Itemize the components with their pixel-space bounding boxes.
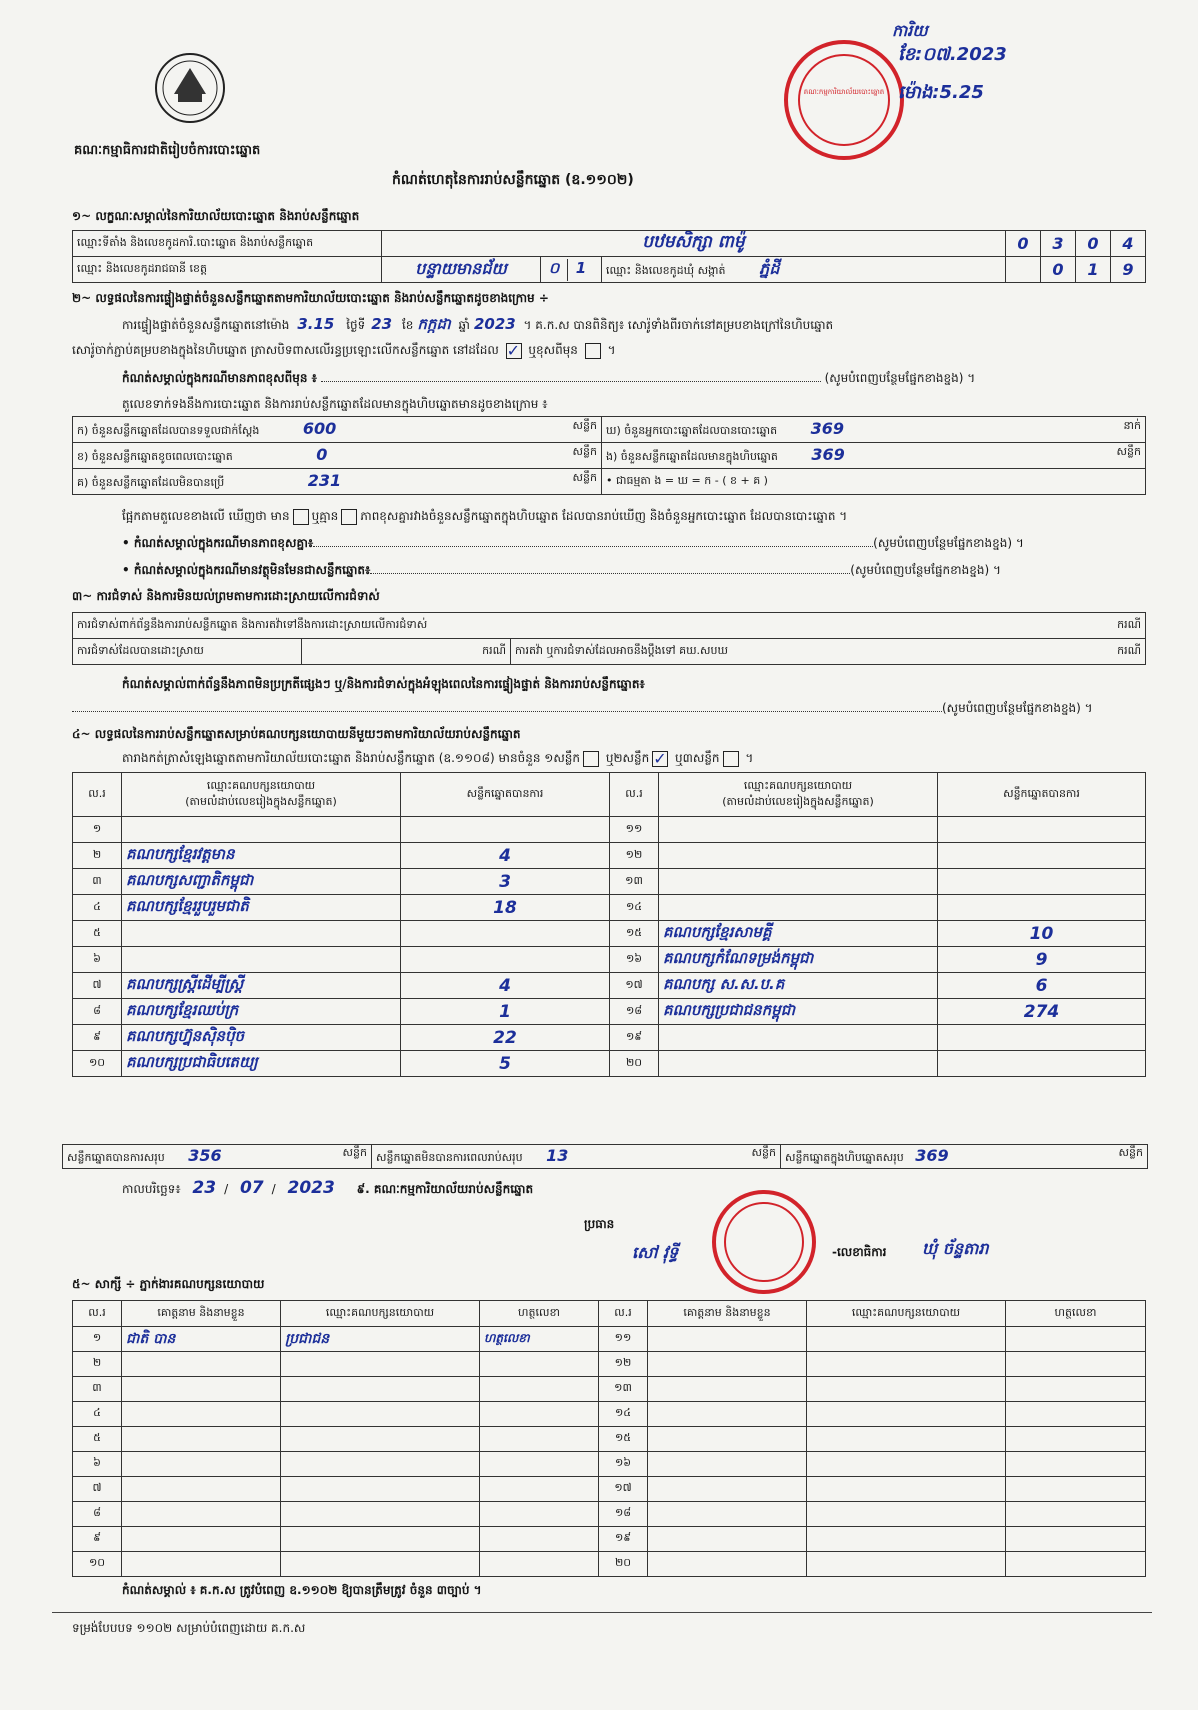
witness-signature: [480, 1502, 599, 1527]
row-number: ១៥: [599, 1427, 648, 1452]
vote-count: 3: [401, 869, 610, 895]
witness-party: [807, 1377, 1006, 1402]
witness-signature: [480, 1352, 599, 1377]
different-checkbox[interactable]: [585, 343, 601, 359]
vote-count: [401, 947, 610, 973]
chair-name: សៅ វុទ្ធី: [632, 1243, 679, 1262]
row-number: ១៥: [610, 921, 659, 947]
chair-label: ប្រធាន: [584, 1217, 615, 1231]
same-checkbox[interactable]: ✓: [506, 340, 520, 360]
witness-signature: [480, 1427, 599, 1452]
handwritten-date: ខែ:០៧.2023: [898, 44, 1007, 65]
row-number: ៦: [73, 947, 122, 973]
witness-signature: [480, 1452, 599, 1477]
three-sheet-checkbox[interactable]: [723, 751, 739, 767]
witness-name: [122, 1427, 281, 1452]
party-name: គណបក្ស ស.ស.ប.គ: [659, 973, 938, 999]
table-row: [73, 1051, 1146, 1077]
row-number: ៣: [73, 869, 122, 895]
row-number: ១៨: [599, 1502, 648, 1527]
row-number: ១៤: [599, 1402, 648, 1427]
difference-bullet: • កំណត់សម្គាល់ក្នុងករណីមានភាពខុសគ្នា៖ (សូមបំពេញបន្ថែមផ្នែកខាងខ្នង) ។: [122, 536, 1024, 550]
totals-table: សន្លឹកឆ្នោតបានការសរុប 356 សន្លឹក សន្លឹកឆ្នោតមិនបានការពេលរាប់សរុប 13 សន្លឹក សន្លឹកឆ្នោតក្នុងហិបឆ្នោតសរុប 369 សន្លឹក: [62, 1144, 1148, 1169]
witness-name: [122, 1452, 281, 1477]
emblem-logo: [152, 50, 228, 126]
witness-party: [807, 1327, 1006, 1352]
table-row: [73, 1327, 1146, 1352]
footer-divider: [52, 1612, 1152, 1613]
table-row: [73, 817, 1146, 843]
vote-count: 22: [401, 1025, 610, 1051]
two-sheet-checkbox[interactable]: ✓: [653, 748, 667, 768]
row-number: ២: [73, 1352, 122, 1377]
witness-party: [281, 1352, 480, 1377]
row-number: ៦: [73, 1452, 122, 1477]
party-name: គណបក្សកំណែទម្រង់កម្ពុជា: [659, 947, 938, 973]
witness-party: [807, 1352, 1006, 1377]
witness-name: [648, 1427, 807, 1452]
table-row: [73, 1427, 1146, 1452]
vote-count: [401, 817, 610, 843]
witness-party: [281, 1377, 480, 1402]
row-number: ៧: [73, 973, 122, 999]
total-ballot-box: 369: [915, 1146, 949, 1165]
section2-heading: ២~ លទ្ធផលនៃការផ្ទៀងផ្ទាត់ចំនួនសន្លឹកឆ្នោតតាមការិយាល័យបោះឆ្នោត និងរាប់សន្លឹកឆ្នោតដូចខាងក្រោម ÷: [72, 291, 549, 305]
total-invalid-votes: 13: [546, 1146, 569, 1165]
row-number: ២០: [610, 1051, 659, 1077]
witness-name: [122, 1552, 281, 1577]
numbers-intro: តួលេខទាក់ទងនឹងការបោះឆ្នោត និងការរាប់សន្លឹកឆ្នោតដែលមានក្នុងហិបឆ្នោតមានដូចខាងក្រោម ៖: [122, 397, 548, 411]
table-row: [73, 973, 1146, 999]
witness-party: [807, 1502, 1006, 1527]
party-name: គណបក្សខ្មែររួបរួមជាតិ: [122, 895, 401, 921]
vote-count: 18: [401, 895, 610, 921]
row-number: ៥: [73, 1427, 122, 1452]
witness-party: [807, 1427, 1006, 1452]
section1-heading: ១~ លក្ខណៈសម្គាល់នៃការិយាល័យបោះឆ្នោត និងរាប់សន្លឹកឆ្នោត: [72, 209, 360, 223]
witness-signature: [1006, 1452, 1146, 1477]
table-row: [73, 1527, 1146, 1552]
witness-party: [281, 1527, 480, 1552]
section3-heading: ៣~ ការជំទាស់ និងការមិនយល់ព្រមតាមការដោះស្រាយលើការជំទាស់: [72, 589, 380, 603]
party-name: [659, 895, 938, 921]
table-row: [73, 1402, 1146, 1427]
row-number: ១៣: [610, 869, 659, 895]
vote-count: 10: [938, 921, 1146, 947]
vote-count: [938, 1025, 1146, 1051]
witness-party: [807, 1452, 1006, 1477]
witness-signature: [480, 1527, 599, 1552]
row-number: ១២: [610, 843, 659, 869]
secretary-name: ឃុំ ច័ន្ទតារា: [922, 1239, 989, 1258]
handwritten-note: ការិយ: [892, 21, 928, 40]
row-number: ១០: [73, 1552, 122, 1577]
party-name: [122, 947, 401, 973]
table-row: [73, 1452, 1146, 1477]
row-number: ៩: [73, 1025, 122, 1051]
row-number: ២០: [599, 1552, 648, 1577]
province-value: បន្ទាយមានជ័យ: [382, 257, 541, 283]
party-name: គណបក្សខ្មែរសាមគ្គី: [659, 921, 938, 947]
date-line: កាលបរិច្ឆេទ៖ 23 / 07 / 2023 ៩. គណៈកម្មការិយាល័យរាប់សន្លឹកឆ្នោត: [122, 1178, 534, 1198]
row-number: ៣: [73, 1377, 122, 1402]
verification-line-2: សោរ៉ូចាក់ភ្ជាប់គម្របខាងក្នុងនៃហិបឆ្នោត ត្រាសបិទពាសលើរន្ធប្រឡោះលើកសន្លឹកឆ្នោត នៅដដែល ✓ ឬខុសពីមុន ។: [72, 340, 616, 360]
witness-name: [122, 1527, 281, 1552]
witness-party: ប្រជាជន: [281, 1327, 480, 1352]
witness-name: [648, 1352, 807, 1377]
location-value: បឋមសិក្សា ពាម៉ូ: [382, 231, 1006, 257]
row-number: ១១: [610, 817, 659, 843]
vote-count: 4: [401, 843, 610, 869]
witness-signature: [480, 1377, 599, 1402]
witness-name: [648, 1327, 807, 1352]
total-valid-votes: 356: [188, 1146, 222, 1165]
witness-party: [807, 1402, 1006, 1427]
witness-signature: [1006, 1377, 1146, 1402]
row-number: ៤: [73, 895, 122, 921]
witness-signature: [480, 1477, 599, 1502]
party-name: គណបក្សហ្វ៊ុនស៊ិនប៉ិច: [122, 1025, 401, 1051]
document-title: កំណត់ហេតុនៃការរាប់សន្លឹកឆ្នោត (ឧ.១១០២): [392, 172, 634, 188]
row-number: ២: [73, 843, 122, 869]
witness-name: [648, 1527, 807, 1552]
party-name: [659, 1025, 938, 1051]
province-label: ឈ្មោះ និងលេខកូដរាជធានី ខេត្ត: [73, 257, 382, 283]
commune-label: ឈ្មោះ និងលេខកូដឃុំ សង្កាត់: [606, 263, 726, 277]
footer: ទម្រង់បែបបទ ១១០២ សម្រាប់បំពេញដោយ គ.ក.ស: [72, 1621, 306, 1635]
commune-value: ភ្នំដី: [759, 258, 780, 278]
witness-table: ល.រ គោត្តនាម និងនាមខ្លួន ឈ្មោះគណបក្សនយោបាយ ហត្ថលេខា ល.រ គោត្តនាម និងនាមខ្លួន ឈ្មោះគណបក្សនយោបាយ ហត្ថលេខា ១ ជាតិ បាន ប្រជាជន ហត្ថលេខា ១១ ២ ១២ ៣ ១៣ ៤ ១៤ ៥ ១៥ ៦ ១៦ ៧ ១៧ ៨ ១៨ ៩ ១៩ ១០ ២០: [72, 1300, 1146, 1577]
row-number: ៥: [73, 921, 122, 947]
section1-table: ឈ្មោះទីតាំង និងលេខកូដការិ.បោះឆ្នោត និងរាប់សន្លឹកឆ្នោត បឋមសិក្សា ពាម៉ូ 0 3 0 4 ឈ្មោះ និងលេខកូដរាជធានី ខេត្ត បន្ទាយមានជ័យ ០ 1 ឈ្មោះ និងលេខកូដឃុំ សង្កាត់ ភ្នំដី 0 1 9: [72, 230, 1146, 283]
row-number: ១៦: [599, 1452, 648, 1477]
witness-signature: [1006, 1402, 1146, 1427]
row-number: ៨: [73, 1502, 122, 1527]
witness-signature: ហត្ថលេខា: [480, 1327, 599, 1352]
witness-signature: [1006, 1502, 1146, 1527]
witness-party: [281, 1552, 480, 1577]
table-row: [73, 1502, 1146, 1527]
witness-signature: [1006, 1477, 1146, 1502]
witness-name: [122, 1377, 281, 1402]
object-bullet: • កំណត់សម្គាល់ក្នុងករណីមានវត្ថុមិនមែនជាសន្លឹកឆ្នោត៖ (សូមបំពេញបន្ថែមផ្នែកខាងខ្នង) ។: [122, 563, 1001, 577]
vote-count: [938, 817, 1146, 843]
row-number: ១៣: [599, 1377, 648, 1402]
secretary-label: -លេខាធិការ: [832, 1245, 887, 1259]
has-difference-checkbox[interactable]: [293, 509, 309, 525]
table-row: [73, 999, 1146, 1025]
table-row: [73, 843, 1146, 869]
party-name: គណបក្សសញ្ជាតិកម្ពុជា: [122, 869, 401, 895]
witness-party: [281, 1402, 480, 1427]
vote-count: 1: [401, 999, 610, 1025]
table-row: [73, 869, 1146, 895]
party-name: គណបក្សខ្មែរឈប់ក្រ: [122, 999, 401, 1025]
party-name: [659, 869, 938, 895]
table-row: [73, 921, 1146, 947]
vote-count: [938, 843, 1146, 869]
party-name: [122, 817, 401, 843]
row-number: ៧: [73, 1477, 122, 1502]
party-name: គណបក្សប្រជាធិបតេយ្យ: [122, 1051, 401, 1077]
one-sheet-checkbox[interactable]: [583, 751, 599, 767]
tally-sheet-count: តារាងកត់ត្រាសំឡេងឆ្នោតតាមការិយាល័យបោះឆ្នោត និងរាប់សន្លឹកឆ្នោត (ឧ.១១០៨) មានចំនួន ១សន្លឹក ឬ២សន្លឹក ✓ ឬ៣សន្លឹក ។: [122, 748, 754, 768]
witness-name: [648, 1452, 807, 1477]
row-number: ១៤: [610, 895, 659, 921]
party-name: គណបក្សប្រជាជនកម្ពុជា: [659, 999, 938, 1025]
witness-name: [122, 1402, 281, 1427]
irregularity-fill: (សូមបំពេញបន្ថែមផ្នែកខាងខ្នង) ។: [72, 700, 1152, 718]
row-number: ១: [73, 1327, 122, 1352]
witness-signature: [480, 1552, 599, 1577]
row-number: ៨: [73, 999, 122, 1025]
witness-name: [648, 1377, 807, 1402]
witness-signature: [480, 1402, 599, 1427]
section5-heading: ៥~ សាក្សី ÷ ភ្នាក់ងារគណបក្សនយោបាយ: [72, 1277, 265, 1291]
witness-name: [122, 1477, 281, 1502]
witness-name: [122, 1352, 281, 1377]
witness-party: [281, 1427, 480, 1452]
table-row: [73, 1352, 1146, 1377]
row-number: ១៩: [610, 1025, 659, 1051]
vote-count: [938, 1051, 1146, 1077]
row-number: ១៨: [610, 999, 659, 1025]
witness-name: [122, 1502, 281, 1527]
row-number: ១៦: [610, 947, 659, 973]
footnote: កំណត់សម្គាល់ ៖ គ.ក.ស ត្រូវបំពេញ ឧ.១១០២ ឱ្យបានត្រឹមត្រូវ ចំនួន ៣ច្បាប់ ។: [122, 1583, 482, 1597]
party-name: [659, 817, 938, 843]
row-number: ១៧: [610, 973, 659, 999]
no-difference-checkbox[interactable]: [341, 509, 357, 525]
party-name: គណបក្សស្ត្រីដើម្បីស្ត្រី: [122, 973, 401, 999]
witness-name: [648, 1477, 807, 1502]
vote-count: [938, 895, 1146, 921]
verification-line-1: ការផ្ទៀងផ្ទាត់ចំនួនសន្លឹកឆ្នោតនៅម៉ោង 3.15 ថ្ងៃទី 23 ខែ កក្កដា ឆ្នាំ 2023 ។ គ.ក.ស បានពិនិត្យ៖ សោរ៉ូទាំងពីរចាក់នៅគម្របខាងក្រៅនៃហិបឆ្នោត: [122, 315, 834, 333]
witness-signature: [1006, 1427, 1146, 1452]
party-name: [122, 921, 401, 947]
row-number: ១២: [599, 1352, 648, 1377]
row-number: ១០: [73, 1051, 122, 1077]
table-row: [73, 947, 1146, 973]
table-row: [73, 1025, 1146, 1051]
row-number: ៩: [73, 1527, 122, 1552]
row-number: ៤: [73, 1402, 122, 1427]
vote-count: [938, 869, 1146, 895]
comparison-line: ផ្អែកតាមតួលេខខាងលើ ឃើញថា មាន ឬគ្មាន ភាពខុសគ្នារវាងចំនួនសន្លឹកឆ្នោតក្នុងហិបឆ្នោត ដែលបានរាប់ឃើញ និងចំនួនអ្នកបោះឆ្នោត ដែលបានបោះឆ្នោត ។: [122, 509, 848, 523]
difference-note: កំណត់សម្គាល់ក្នុងករណីមានភាពខុសពីមុន ៖ (សូមបំពេញបន្ថែមផ្នែកខាងខ្នង) ។: [122, 371, 976, 385]
party-name: [659, 1051, 938, 1077]
committee-stamp: [712, 1190, 816, 1294]
complaints-table: ការជំទាស់ពាក់ព័ន្ធនឹងការរាប់សន្លឹកឆ្នោត និងការតវ៉ាទៅនឹងការដោះស្រាយលើការជំទាស់ ករណី ការជំទាស់ដែលបានដោះស្រាយ ករណី ការតវ៉ា ឬការជំទាស់ដែលអាចនឹងប្តឹងទៅ គឃ.សបឃ ករណី: [72, 612, 1146, 665]
table-row: [73, 1477, 1146, 1502]
row-number: ១៩: [599, 1527, 648, 1552]
party-name: គណបក្សខ្មែរវត្តមាន: [122, 843, 401, 869]
witness-name: [648, 1552, 807, 1577]
witness-signature: [1006, 1327, 1146, 1352]
section4-heading: ៤~ លទ្ធផលនៃការរាប់សន្លឹកឆ្នោតសម្រាប់គណបក្សនយោបាយនីមួយៗតាមការិយាល័យរាប់សន្លឹកឆ្នោត: [72, 727, 521, 741]
witness-name: [648, 1402, 807, 1427]
party-name: [659, 843, 938, 869]
witness-signature: [1006, 1352, 1146, 1377]
witness-party: [281, 1452, 480, 1477]
witness-name: ជាតិ បាន: [122, 1327, 281, 1352]
witness-name: [648, 1502, 807, 1527]
row-number: ១៧: [599, 1477, 648, 1502]
vote-count: 5: [401, 1051, 610, 1077]
org-name: គណៈកម្មាធិការជាតិរៀបចំការបោះឆ្នោត: [74, 143, 261, 158]
vote-count: 274: [938, 999, 1146, 1025]
witness-signature: [1006, 1552, 1146, 1577]
table-row: [73, 895, 1146, 921]
witness-party: [281, 1477, 480, 1502]
witness-party: [807, 1527, 1006, 1552]
vote-count: 9: [938, 947, 1146, 973]
vote-numbers-table: ក) ចំនួនសន្លឹកឆ្នោតដែលបានទទួលជាក់ស្តែង 600 សន្លឹក ឃ) ចំនួនអ្នកបោះឆ្នោតដែលបានបោះឆ្នោត 369 នាក់ ខ) ចំនួនសន្លឹកឆ្នោតខូចពេលបោះឆ្នោត 0 សន្លឹក ង) ចំនួនសន្លឹកឆ្នោតដែលមានក្នុងហិបឆ្នោត 369 សន្លឹក គ) ចំនួនសន្លឹកឆ្នោតដែលមិនបានប្រើ 231 សន្លឹក • ជាធម្មតា ង = ឃ = ក - ( ខ + គ ): [72, 416, 1146, 495]
row-number: ១: [73, 817, 122, 843]
row-number: ១១: [599, 1327, 648, 1352]
irregularity-note: កំណត់សម្គាល់ពាក់ព័ន្ធនឹងភាពមិនប្រក្រតីផ្សេងៗ ឬ/និងការជំទាស់ក្នុងអំឡុងពេលនៃការផ្ទៀងផ្ទាត់ និងការរាប់សន្លឹកឆ្នោត៖: [122, 677, 645, 691]
witness-party: [281, 1502, 480, 1527]
official-stamp: គណៈកម្មការិយាល័យបោះឆ្នោត: [784, 40, 904, 160]
witness-party: [807, 1477, 1006, 1502]
table-row: [73, 1377, 1146, 1402]
witness-party: [807, 1552, 1006, 1577]
vote-count: [401, 921, 610, 947]
location-label: ឈ្មោះទីតាំង និងលេខកូដការិ.បោះឆ្នោត និងរាប់សន្លឹកឆ្នោត: [73, 231, 382, 257]
vote-count: 4: [401, 973, 610, 999]
table-row: [73, 1552, 1146, 1577]
vote-count: 6: [938, 973, 1146, 999]
witness-signature: [1006, 1527, 1146, 1552]
handwritten-time: ម៉ោង:5.25: [898, 82, 984, 103]
results-table: ល.រ ឈ្មោះគណបក្សនយោបាយ (តាមលំដាប់លេខរៀងក្នុងសន្លឹកឆ្នោត) សន្លឹកឆ្នោតបានការ ល.រ ឈ្មោះគណបក្សនយោបាយ (តាមលំដាប់លេខរៀងក្នុងសន្លឹកឆ្នោត) សន្លឹកឆ្នោតបានការ ១ ១១ ២ គណបក្សខ្មែរវត្តមាន 4 ១២ ៣ គណបក្សសញ្ជាតិកម្ពុជា 3 ១៣ ៤ គណបក្សខ្មែររួបរួមជាតិ 18 ១៤ ៥ ១៥ គណបក្សខ្មែរសាមគ្គី 10 ៦ ១៦ គណបក្សកំណែទម្រង់កម្ពុជា 9 ៧ គណបក្សស្ត្រីដើម្បីស្ត្រី 4 ១៧ គណបក្ស ស.ស.ប.គ 6 ៨ គណបក្សខ្មែរឈប់ក្រ 1 ១៨ គណបក្សប្រជាជនកម្ពុជា 274 ៩ គណបក្សហ្វ៊ុនស៊ិនប៉ិច 22 ១៩ ១០ គណបក្សប្រជាធិបតេយ្យ 5 ២០: [72, 772, 1146, 1077]
